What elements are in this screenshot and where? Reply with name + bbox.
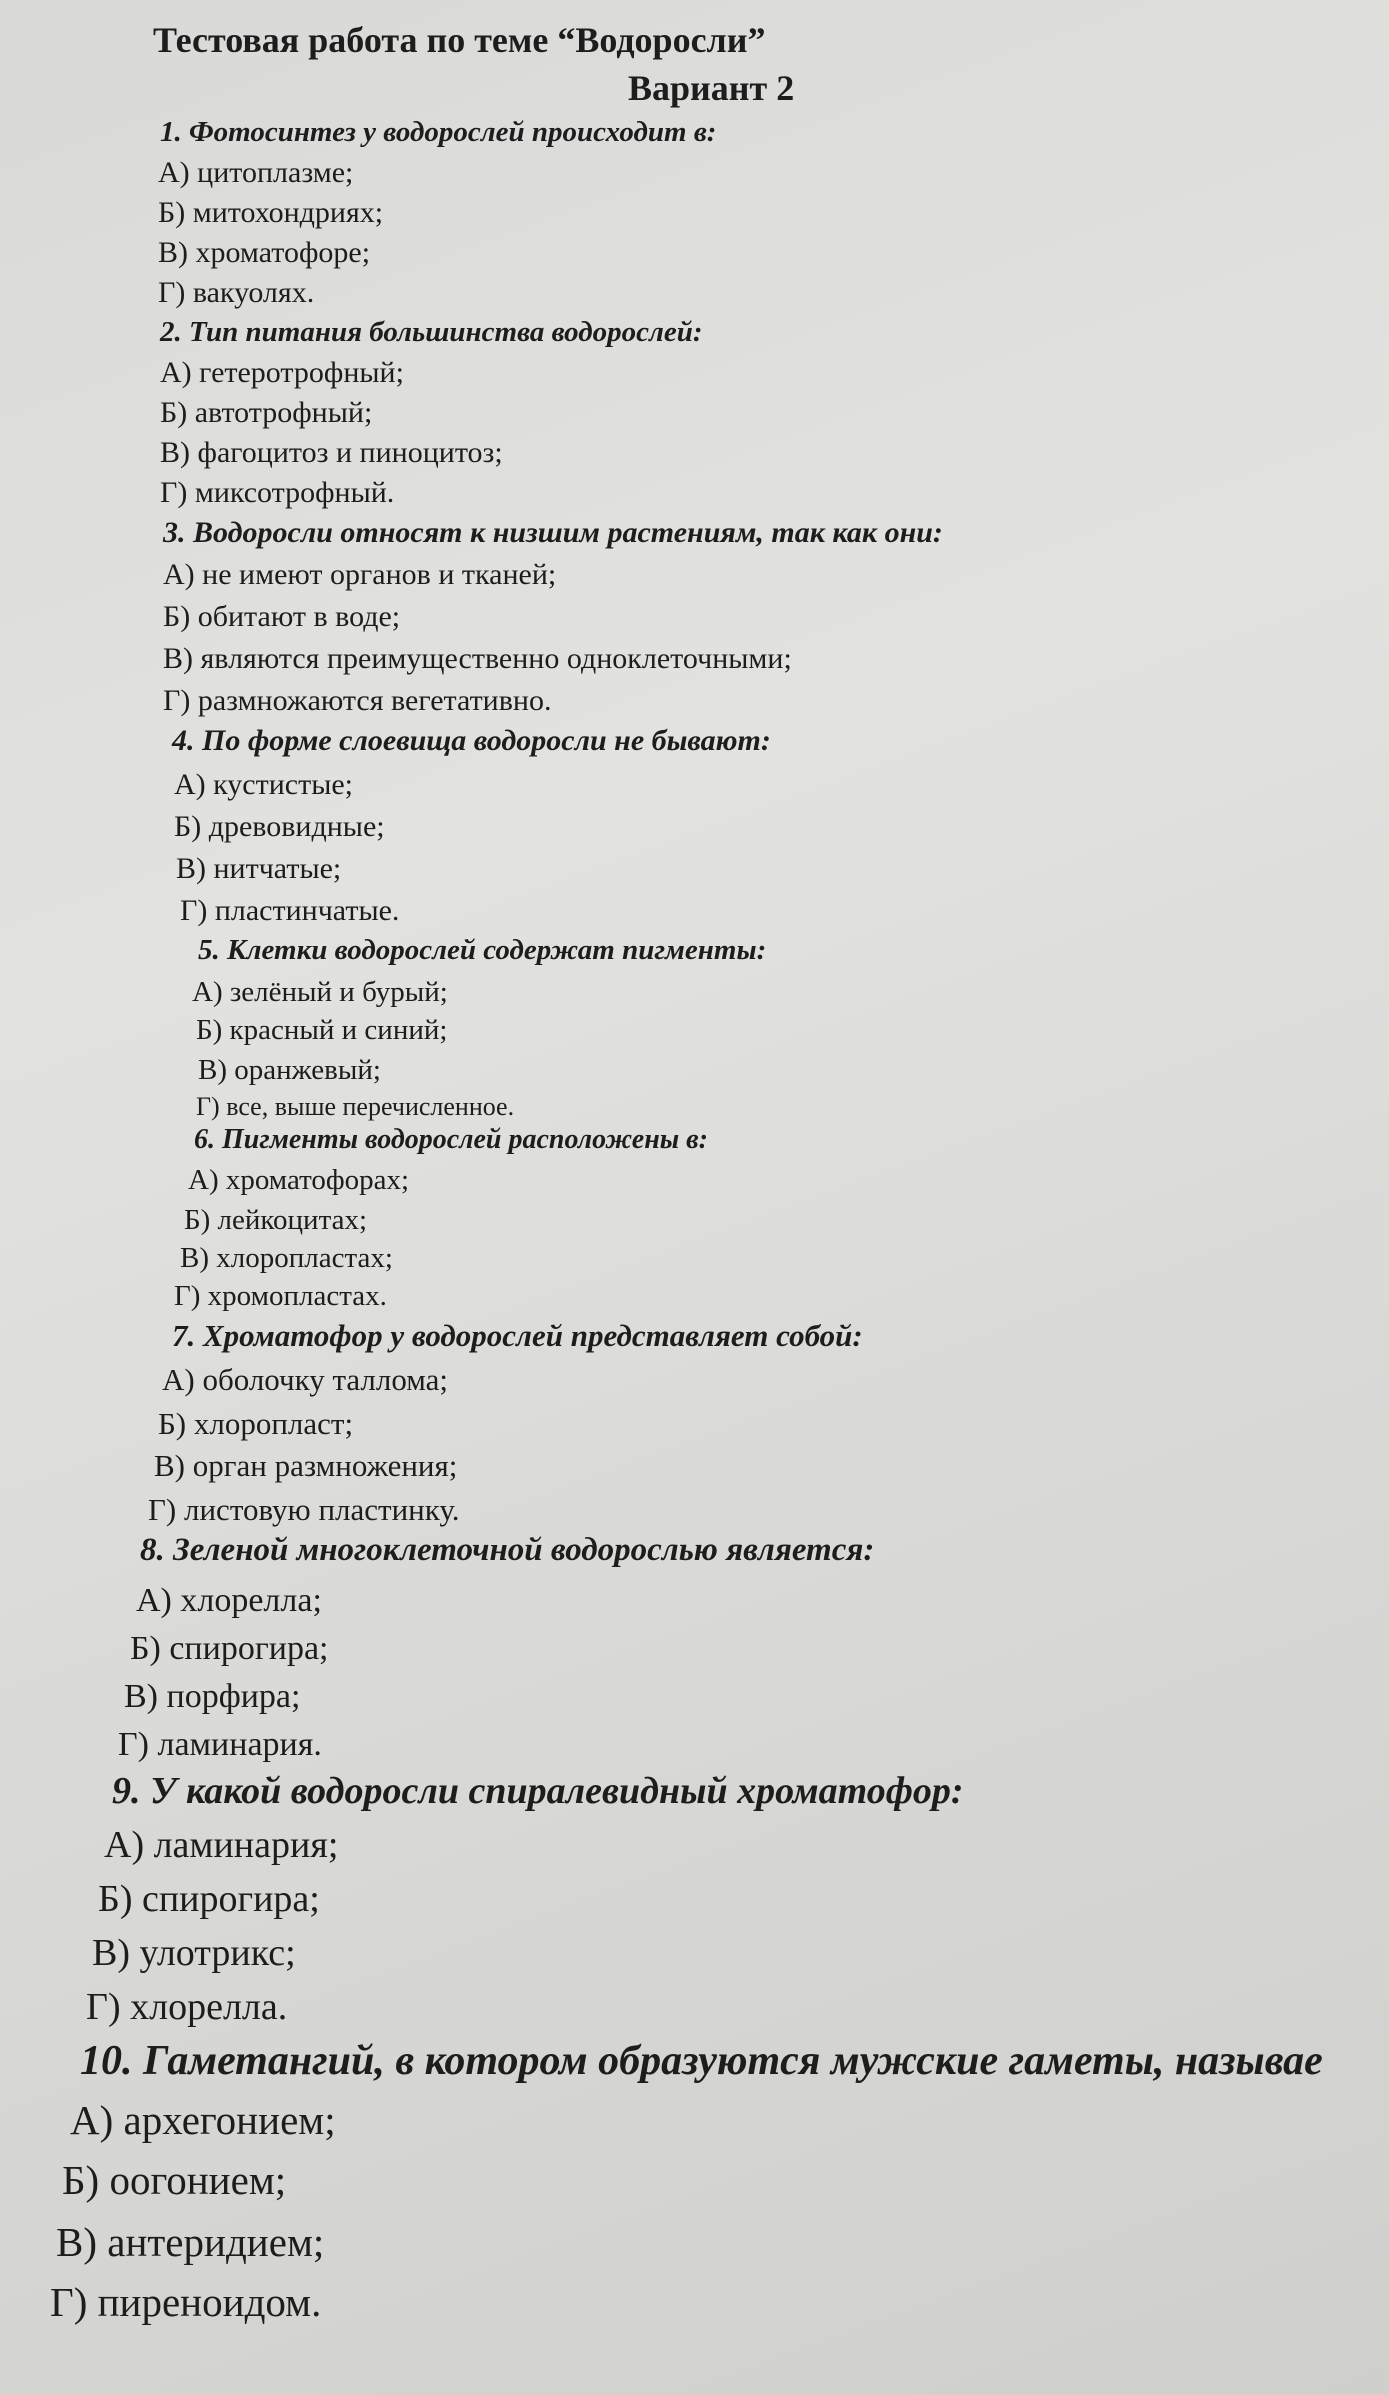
answer-option: А) оболочку таллома; <box>162 1362 449 1397</box>
answer-option: В) орган размножения; <box>154 1448 458 1483</box>
answer-option: А) хлорелла; <box>136 1582 322 1619</box>
answer-option: Г) пластинчатые. <box>180 894 400 927</box>
answer-option: А) цитоплазме; <box>158 156 354 189</box>
answer-option: В) антеридием; <box>56 2219 325 2265</box>
answer-option: В) являются преимущественно одноклеточными; <box>163 642 792 675</box>
answer-option: В) нитчатые; <box>176 852 342 885</box>
answer-option: А) ламинария; <box>104 1824 339 1866</box>
answer-option: А) не имеют органов и тканей; <box>163 558 557 591</box>
answer-option: А) хроматофорах; <box>188 1164 410 1196</box>
question-text: 9. У какой водоросли спиралевидный хроматофор: <box>112 1770 964 1812</box>
answer-option: Г) миксотрофный. <box>160 476 395 509</box>
answer-option: Г) все, выше перечисленное. <box>196 1092 515 1121</box>
question-text: 8. Зеленой многоклеточной водорослью является: <box>140 1532 875 1568</box>
question-text: 10. Гаметангий, в котором образуются мужские гаметы, называе <box>80 2038 1323 2084</box>
question-text: 1. Фотосинтез у водорослей происходит в: <box>160 116 717 148</box>
answer-option: Б) спирогира; <box>130 1630 329 1667</box>
answer-option: Б) митохондриях; <box>158 196 384 229</box>
answer-option: Г) пиреноидом. <box>50 2279 322 2325</box>
variant-label: Вариант 2 <box>628 68 795 108</box>
question-text: 3. Водоросли относят к низшим растениям, так как они: <box>163 516 943 549</box>
answer-option: Б) лейкоцитах; <box>184 1204 368 1236</box>
answer-option: А) архегонием; <box>70 2097 336 2143</box>
answer-option: В) оранжевый; <box>198 1054 381 1086</box>
answer-option: А) кустистые; <box>174 768 354 801</box>
answer-option: Б) древовидные; <box>174 810 385 843</box>
answer-option: Г) хлорелла. <box>86 1986 288 2028</box>
question-text: 4. По форме слоевища водоросли не бывают: <box>172 724 771 757</box>
answer-option: Г) размножаются вегетативно. <box>163 684 552 717</box>
answer-option: В) улотрикс; <box>92 1932 296 1974</box>
question-text: 6. Пигменты водорослей расположены в: <box>194 1124 709 1155</box>
answer-option: Б) обитают в воде; <box>163 600 401 633</box>
answer-option: Г) хромопластах. <box>174 1280 387 1312</box>
answer-option: В) фагоцитоз и пиноцитоз; <box>160 436 503 469</box>
answer-option: Б) хлоропласт; <box>158 1406 354 1441</box>
answer-option: А) гетеротрофный; <box>160 356 404 389</box>
answer-option: Г) ламинария. <box>118 1726 322 1763</box>
page-title: Тестовая работа по теме “Водоросли” <box>153 20 766 60</box>
question-text: 5. Клетки водорослей содержат пигменты: <box>198 934 767 966</box>
question-text: 2. Тип питания большинства водорослей: <box>160 316 703 348</box>
answer-option: Г) листовую пластинку. <box>148 1492 460 1527</box>
answer-option: Б) оогонием; <box>62 2157 287 2203</box>
answer-option: В) хлоропластах; <box>180 1242 393 1274</box>
answer-option: Б) красный и синий; <box>196 1014 448 1046</box>
answer-option: А) зелёный и бурый; <box>192 976 448 1008</box>
answer-option: Б) автотрофный; <box>160 396 373 429</box>
answer-option: Б) спирогира; <box>98 1878 320 1920</box>
answer-option: В) порфира; <box>124 1678 301 1715</box>
answer-option: Г) вакуолях. <box>158 276 315 309</box>
answer-option: В) хроматофоре; <box>158 236 371 269</box>
question-text: 7. Хроматофор у водорослей представляет собой: <box>172 1318 863 1353</box>
